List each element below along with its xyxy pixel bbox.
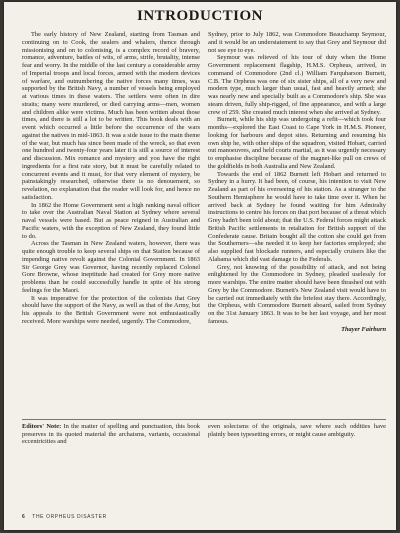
editors-note-label: Editors' Note: <box>22 423 62 430</box>
paragraph: Sydney, prior to July 1862, was Commodore Beauchamp Seymour, and it would be an understatement to say that Grey and Seymour did not see eye to eye. <box>208 31 386 54</box>
paragraph: The early history of New Zealand, starting from Tasman and continuing on to Cook, the sealers and whalers, thence through missionising and on to colonising, is a complex record of bravery, romance, adventure, battles of wits, of arms, strife, brutality, intense fear and worry. In the middle of the last century a considerable army of Imperial troops and local forces, armed with the modern devices of warfare, and outnumbering the native forces many times, was supported by the British Navy, a number of vessels being employed at various times in these waters. The settlers were often in dire straits; many were murdered, or died carrying arms—men, women and children alike were victims. Much has been written about those times, and there is still a lot to be written. This book deals with an event which occurred a little before the occurrence of the wars against the natives in mid-1863. It was a side issue to the main theme of the war, but much has since been made of the wreck, so that even one hundred and twenty-four years later it is still a source of interest and discussion. Mix romance and mystery and you have the right ingredients for a first rate story, but it must be carefully related to concurrent events and it must, for that very element of mystery, be painstakingly researched, otherwise there is no denouement, so revelation, no explanation that the reader will look for, and hence no satisfaction. <box>22 31 200 201</box>
paragraph: Grey, not knowing of the possibility of attack, and not being enlightened by the Commodore in Sydney, pleaded uselessly for more warships. The entire matter should have been thrashed out with Grey by the Commodore. Burnett's New Zealand visit would have to be carried out immediately with the briefest stay there. Accordingly, the Orpheus, with Commodore Burnett aboard, sailed from Sydney on the 31st January 1863. It was to be her last voyage, and her most famous. <box>208 263 386 325</box>
page-number: 6 <box>22 514 26 520</box>
paragraph: Towards the end of 1862 Burnett left Hobart and returned to Sydney in a hurry. It had been, of course, his intention to visit New Zealand as part of his overseeing of his station. As a stranger to the Southern Hemisphere he would have to take time over it. When he arrived back at Sydney he found waiting for him Admiralty instructions to centre his forces on that port because of a threat which Grey hadn't been told about; that the U.S. Federal forces might attack British Pacific settlements in retaliation for British support of the Confederate cause. Britain bought all the cotton she could get from the Southerners—she needed it to keep her factories employed; she also supplied fast blockade runners, and especially cruisers like the Alabama which did vast damage to the Federals. <box>208 170 386 263</box>
author-signature: Thayer Fairburn <box>341 325 386 333</box>
running-title: THE ORPHEUS DISASTER <box>32 514 107 520</box>
left-column <box>22 31 200 326</box>
editors-note-text: even solecisms of the originals, save where such oddities have plainly been typesetting errors, or might cause ambiguity. <box>208 423 386 438</box>
editors-note-left <box>22 423 200 446</box>
paragraph: Seymour was relieved of his tour of duty when the Home Government replacement flagship, H.M.S. Orpheus, arrived, in command of Commodore (2nd cl.) William Farquharson Burnett, C.B. The Orpheus was one of six sister ships, all of a very new and modern type, much larger than usual, fast and heavily armed; she was nearly new and specially built as a Commodore's ship. She was steam driven, fully ship-rigged, of fine appearance, and with a large crew of 259. She created much interest when she arrived at Sydney. <box>208 54 386 116</box>
paragraph: It was imperative for the protection of the colonists that Grey should have the support of the Navy, as well as that of the Army, but his appeals to the British Government were not enthusiastically received. More warships were needed, urgently. The Commodore, <box>22 294 200 325</box>
page-footer <box>22 514 107 520</box>
editors-note-text: In the matter of spelling and punctuation, this book preserves in its quoted material the archaisms, variants, occasional eccentricities and <box>22 423 201 446</box>
paragraph: In 1862 the Home Government sent a high ranking naval officer to take over the Australian Naval Station at Sydney where several naval vessels were based. But as peace reigned in Australian and Pacific waters, with the exception of New Zealand, they found little to do. <box>22 201 200 240</box>
editors-note-right <box>208 423 386 438</box>
divider-rule <box>22 419 386 420</box>
paragraph: Across the Tasman in New Zealand waters, however, there was quite enough trouble to keep several ships on that Station because of impending native revolt against the Colonial Government. In 1863 Sir George Grey was Governor, having recently replaced Colonel Gore Browne, whose ineptitude had created for Grey more native problems than he could successfully handle in spite of his strong feelings for the Maori. <box>22 240 200 294</box>
book-page <box>4 2 396 530</box>
right-column <box>208 31 386 333</box>
page-title: INTRODUCTION <box>136 8 263 24</box>
paragraph: Burnett, while his ship was undergoing a refit—which took four months—explored the East Coast to Cape York in H.M.S. Pioneer, looking for harbours and depot sites. Returning and resuming his own ship he, with other ships of the squadron, visited Hobart, carried out manoeuvres, and held courts martial, as it was urgently necessary to emphasise discipline because of the magnet-like pull on crews of the goldfields in both Australia and New Zealand. <box>208 116 386 170</box>
